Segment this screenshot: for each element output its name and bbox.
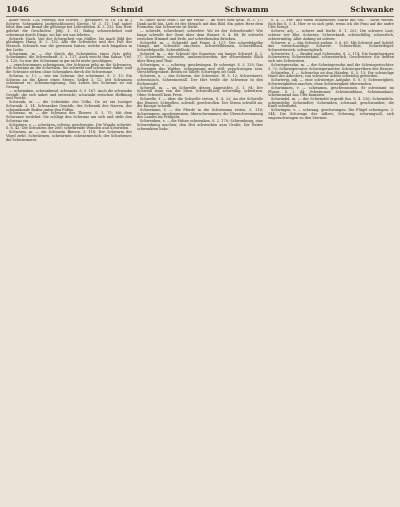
entry-paragraph: Schwank, m. — die Schwänke des Volks. Da ist ein lustiger Schwank. 3. 14. Schwankes Gemüth; der Schwank des Narren, der schwankende Boden unter den Füßen. [6,100,132,112]
entry-paragraph: — schwanken, schwankend, schwankt. S. 5. 167. Auch die schwanke Gestalt, die sich nahet und entweicht; schwankt zwischen Hoffnung und Furcht. [6,88,132,101]
page-number: 1046 [6,4,30,14]
entry-paragraph: Schwein, n. — das Schwein, die Schweine. W. 5. 12; Schweinerei, schweinisch, Schweinestall. Der Hirt treibt die Schweine in den Eichenwald. [137,74,263,86]
entry-paragraph: Schwester, f. — Bruder und Schwester. S. 2. 114; Die barmherzigen Schwestern; Schwesterkind, schwesterlich, Geschwister. Sie liebten sich wie Schwestern. [268,51,394,64]
page-header [6,4,394,17]
entry-paragraph: Schweiß, m. — im Schweiße deines Angesichts. S. 1. 94; Der Schweiß rinnt von der Stirn. Schweißtuch, schweißig, schwitzen. Ohne Schweiß kein Preis. [137,85,263,97]
entry-paragraph: Schwemme, f. — die Pferde in die Schwemme reiten. 3. 116; Schwemmen, anschwemmen, überschwemmen; die Überschwemmung des Landes im Frühjahr. [137,108,263,120]
header-center-keyword: Schwamm [224,5,269,14]
entry-paragraph: Schwer, adj. — schwer und leicht. S. 1. 202; Die schwere Last; schwer wie Blei. Schwere, Schwerkraft, schwerfällig, schwerlich, schwermütig. Aller Anfang ist schwer. [268,29,394,41]
entry-paragraph: Schweb. Nach. Von der Schwacheit von Müller. Sie mach Bild der gläubigen Hang. K. 2. 132. Alle die Schwäche und der Fuß der Mensch. Schwach war die gewissen Saiten, welche sich hingaben in der Liebe. [6,36,132,52]
entry-paragraph: Schwären, v. — schwären, schwor, geschworen. Die Wunde schwärt. S. 6. 42; Die Schwären der Zeit; schwärende Wunden und Schwielen. [6,122,132,131]
entry-paragraph: Schwindel, m. — der Schwindel ergreift ihn. S. 4. 136; Schwindeln, schwindelig, Schwindler; Schwinden, schwand, geschwunden; die Kraft schwindet. [268,97,394,109]
entry-paragraph: Schwan. n. 1.) — wie ein Schwan, der schwimmt. S. 2. 13; Ein Schwan an die Küsse eines Meers. Selbst 3. 12; Mit Schwanen schwimmt er; Schwanengesang. Das Leben des Schwans ist ein Gesang. [6,74,132,89]
entry-paragraph: Adler Woch. 124; Hedwig. mit Schwm ... gehindert. W. 1b. 14; m. j Schwer. Schwanken (aufgeschlossen) Kirche. W. 3. 11; Und naher lehrt ihm und Brand die gehörige bei Lehrstühlen. K. 3. 233. Das Herr gelehrt die Geschichte. Jöfg. 1. 51; Ruhig schmeichelnd und schwimmt durch Dinge, wo hin wir uns lehrten. [6,19,132,37]
entry-paragraph: tt. (über nicht fehlt.) Sie die Ferne ... im Wort sehr gelb. W. 3. 17; Dank nicht hin. Lieb ist der Mensch mit ihm Bild. Ein gutes Herz dem Fremden; das Schwerste ist leicht. [137,19,263,30]
entry-paragraph: Schwert, n. — das Schwert ziehen. 3. 6. 61; Mit Schwert und Schild; das zweischneidige Schwert. Schwertlilie, Schwertfeger, Schwertstreich, schwertgleich. [268,40,394,52]
header-left-keyword: Schmid [110,5,144,14]
entry-paragraph: Schwarm, m. — ein Schwarm Bienen. 3. 118; Der Schwarm der Vögel zieht. Schwärmen, schwärmte, schwärmerisch; der Schwärmer, die Schwärmerei. [6,130,132,142]
entry-paragraph: — schwebt, schwebend, schwebte. Wo ist der Schwebende? Wie lange schwebt der Geist über dem Wasser. S. 4. 88; Er schwebt zwischen Himmel und Erde, auf schwebenden Brücken. [137,29,263,41]
entry-paragraph: — verschwommen schwimmen, der Schwanz geht an die Schwanen, der Schwanz an die Schwellen. Sie schwebt und schwimmt daher; und die Schwäne ziehen ohne Schwanken durch die Schwemme. [6,62,132,75]
entry-paragraph: Schwielen, f. — Schwielen an den Händen. S. 5. 13; Die schwielige Hand des Arbeiters; von schwerer Arbeit schwielig geworden. [268,70,394,79]
text-columns [6,19,394,506]
entry-paragraph: Schwelle, f. — über die Schwelle treten. S. 4. 23; An der Schwelle des Hauses; Schwellen, schwoll, geschwollen. Der Strom schwillt an; die Knospe schwillt. [137,96,263,109]
entry-paragraph: Schwamm, m. — der durch die Schwänden eines Orts geht. Schwämme, die Schwerkraft. S. 3. 137; Auch weicht ihm Sahne. Vrtl. 3. 120; So war der Schwamm in gar nicht mehr geschlagen. [6,51,132,63]
column-right [268,19,394,506]
entry-paragraph: S. 4. — Für: Auf einen blühendern Markt mit Stil ... nicht vielem. Sich hin S. 3. 4. Hier er in sich geht, wenn ich die Frau auf die andre Ufer bringt. [268,19,394,30]
entry-paragraph: Schwimmen, v. — schwamm, geschwommen. Er schwimmt im Flusse. S. 2. 44; Schwimmer, Schwimmblase, Schwimmhaut, schwimmend ans Ufer kommen. [268,85,394,98]
entry-paragraph: Schwierig, adj. — eine schwierige Aufgabe. S. 6. 5; Schwierigkeit, Schwierigkeiten machen; ohne Schwierigkeit überwinden. [268,78,394,86]
column-middle [137,19,263,506]
header-right-keyword: Schwanke [350,5,394,14]
entry-paragraph: Schwenken, v. — die Fahne schwenken. S. 2. 170; Schwenkung, eine Schwenkung machen; den Hut schwenken zum Gruße; Die Reiter schwenkten links. [137,119,263,131]
entry-paragraph: Schwanz, m. — der Schwanz des Thieres. S. 3. 75; Mit dem Schwanze wedelnd. Sie schlägt den Schwanz um sich und zieht den Schwanz ein. [6,111,132,123]
entry-paragraph: Schweigen, v. — schwieg, geschwiegen. Er schweigt. S. 3. 133; Das Schweigen des Waldes; schweigsam und still; verschwiegen sein, Verschwiegenheit. Reden ist Silber, Schweigen ist Gold. [137,63,263,75]
column-left [6,19,132,506]
entry-paragraph: Schweif, m. — der Schweif des Kometen; ein langer Schweif. S. 2. 17; Schweifen, schweifte, umherschweifen; der schweifende Blick über Berg und Thal. [137,51,263,64]
entry-paragraph: Schwefel, m. — Schwefel und Feuer. 4. 127; Der schwefelgelbe Dampf; mit Schwefel räuchern. Schwefelblumen, Schwefelbad, Schwefelquelle, Schwefelholz. [137,40,263,52]
entry-paragraph: Schwiegersohn, m. — der Schwiegersohn und die Schwiegertochter. 3. 72; Schwiegervater, Schwiegermutter, Schwiegereltern des Hauses. [268,63,394,71]
entry-paragraph: Schwingen, v. — schwang, geschwungen. Die Flügel schwingen. 3. 144; Die Schwinge des Adlers; Schwung, schwungvoll, sich emporschwingen zu den Sternen. [268,108,394,120]
